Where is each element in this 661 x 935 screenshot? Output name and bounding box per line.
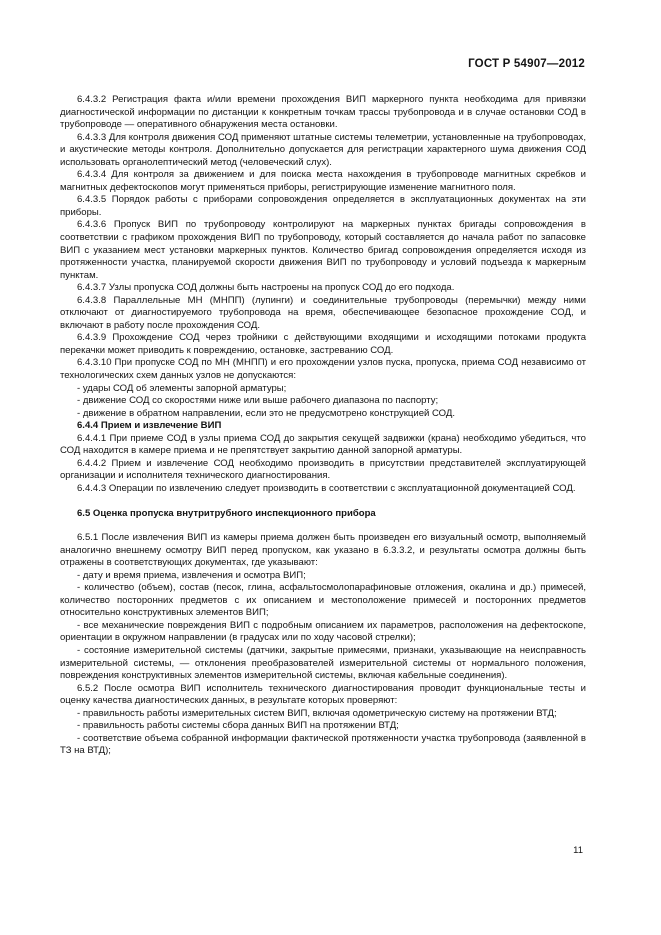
list-item: - количество (объем), состав (песок, глина, асфальтосмолопарафиновые отложения, окалина и др.) примесей, количество посторонних предметов с их описанием и местоположение примесей и посторонних предметов относительно конструктивных элементов ВИП; <box>60 582 586 619</box>
list-item: - состояние измерительной системы (датчики, закрытые примесями, признаки, указывающие на неисправность измерительной системы, — отклонения преобразователей измерительной системы от нормального положения, повреждения конструктивных элементов измерительной системы, включая кабельные соединения). <box>60 644 586 682</box>
paragraph-6-4-3-6: 6.4.3.6 Пропуск ВИП по трубопроводу контролируют на маркерных пунктах бригады сопровождения в соответствии с графиком прохождения ВИП по трубопроводу, который составляется до начала работ по запасовке ВИП с указанием мест установки маркерных пунктов. Количество бригад сопровождения определяется исходя из протяженности участка, планируемой скорости движения ВИП по трубопроводу и условий подъезда к маркерным пунктам. <box>60 219 586 281</box>
list-item: - дату и время приема, извлечения и осмотра ВИП; <box>77 569 306 581</box>
page-number: 11 <box>573 845 583 856</box>
list-item: - правильность работы системы сбора данных ВИП на протяжении ВТД; <box>77 720 399 732</box>
document-body <box>60 94 586 758</box>
list-item: - все механические повреждения ВИП с подробным описанием их параметров, расположения на дефектоскопе, ориентации в окружном направлении (в градусах или по ходу часовой стрелки); <box>60 619 586 644</box>
paragraph-6-4-3-10: 6.4.3.10 При пропуске СОД по МН (МНПП) и его прохождении узлов пуска, пропуска, приема СОД независимо от технологических схем данных узлов не допускаются: <box>60 357 586 382</box>
standard-header: ГОСТ Р 54907—2012 <box>468 58 585 70</box>
paragraph-6-4-3-4: 6.4.3.4 Для контроля за движением и для поиска места нахождения в трубопроводе магнитных скребков и магнитных дефектоскопов могут применяться приборы, регистрирующие изменение магнитного поля. <box>60 169 586 193</box>
paragraph-6-4-3-3: 6.4.3.3 Для контроля движения СОД применяют штатные системы телеметрии, установленные на трубопроводах, и акустические методы контроля. Дополнительно допускается для регистрации характерного шума движения СОД использовать органолептический метод (человеческий слух). <box>60 131 586 168</box>
paragraph-6-4-3-7: 6.4.3.7 Узлы пропуска СОД должны быть настроены на пропуск СОД до его подхода. <box>77 282 455 294</box>
paragraph-6-5-2: 6.5.2 После осмотра ВИП исполнитель технического диагностирования проводит функциональные тесты и оценку качества диагностических данных, в результате которых проверяют: <box>60 682 586 707</box>
list-item: - движение в обратном направлении, если это не предусмотрено конструкцией СОД. <box>77 407 456 419</box>
paragraph-6-4-4-3: 6.4.4.3 Операции по извлечению следует производить в соответствии с эксплуатационной документацией СОД. <box>77 482 576 494</box>
paragraph-6-4-3-5: 6.4.3.5 Порядок работы с приборами сопровождения определяется в эксплуатационных документах на эти приборы. <box>60 194 586 218</box>
paragraph-6-5-1: 6.5.1 После извлечения ВИП из камеры приема должен быть произведен его визуальный осмотр, выполняемый аналогично внешнему осмотру ВИП перед пропуском, как указано в 6.3.3.2, и результаты осмотра должны быть отражены в соответствующих документах, где указывают: <box>60 532 586 569</box>
section-heading-6-5: 6.5 Оценка пропуска внутритрубного инспекционного прибора <box>77 507 376 519</box>
list-item: - удары СОД об элементы запорной арматуры; <box>77 382 287 394</box>
paragraph-6-4-4-1: 6.4.4.1 При приеме СОД в узлы приема СОД до закрытия секущей задвижки (крана) необходимо убедиться, что СОД находится в камере приема и не препятствует закрытию данной запорной арматуры. <box>60 432 586 457</box>
paragraph-6-4-4-2: 6.4.4.2 Прием и извлечение СОД необходимо производить в присутствии представителей эксплуатирующей организации и исполнителя технического диагностирования. <box>60 457 586 482</box>
paragraph-6-4-3-9: 6.4.3.9 Прохождение СОД через тройники с действующими входящими и исходящими потоками продукта перекачки может приводить к повреждению, остановке, застреванию СОД. <box>60 332 586 356</box>
paragraph-6-4-3-8: 6.4.3.8 Параллельные МН (МНПП) (лупинги) и соединительные трубопроводы (перемычки) между ними отключают от диагностируемого трубопровода на время, обеспечивающее безопасное прохождение СОД, и включают в работу после прохождения СОД. <box>60 294 586 331</box>
section-heading-6-4-4: 6.4.4 Прием и извлечение ВИП <box>77 420 222 432</box>
list-item: - движение СОД со скоростями ниже или выше рабочего диапазона по паспорту; <box>77 395 439 407</box>
list-item: - правильность работы измерительных систем ВИП, включая одометрическую систему на протяжении ВТД; <box>77 707 557 719</box>
paragraph-6-4-3-2: 6.4.3.2 Регистрация факта и/или времени прохождения ВИП маркерного пункта необходима для привязки диагностической информации по дистанции к конкретным точкам трассы трубопровода и в случае остановки СОД в трубопроводе — оперативного обнаружения места остановки. <box>60 94 586 131</box>
list-item: - соответствие объема собранной информации фактической протяженности участка трубопровода (заявленной в ТЗ на ВТД); <box>60 732 586 757</box>
